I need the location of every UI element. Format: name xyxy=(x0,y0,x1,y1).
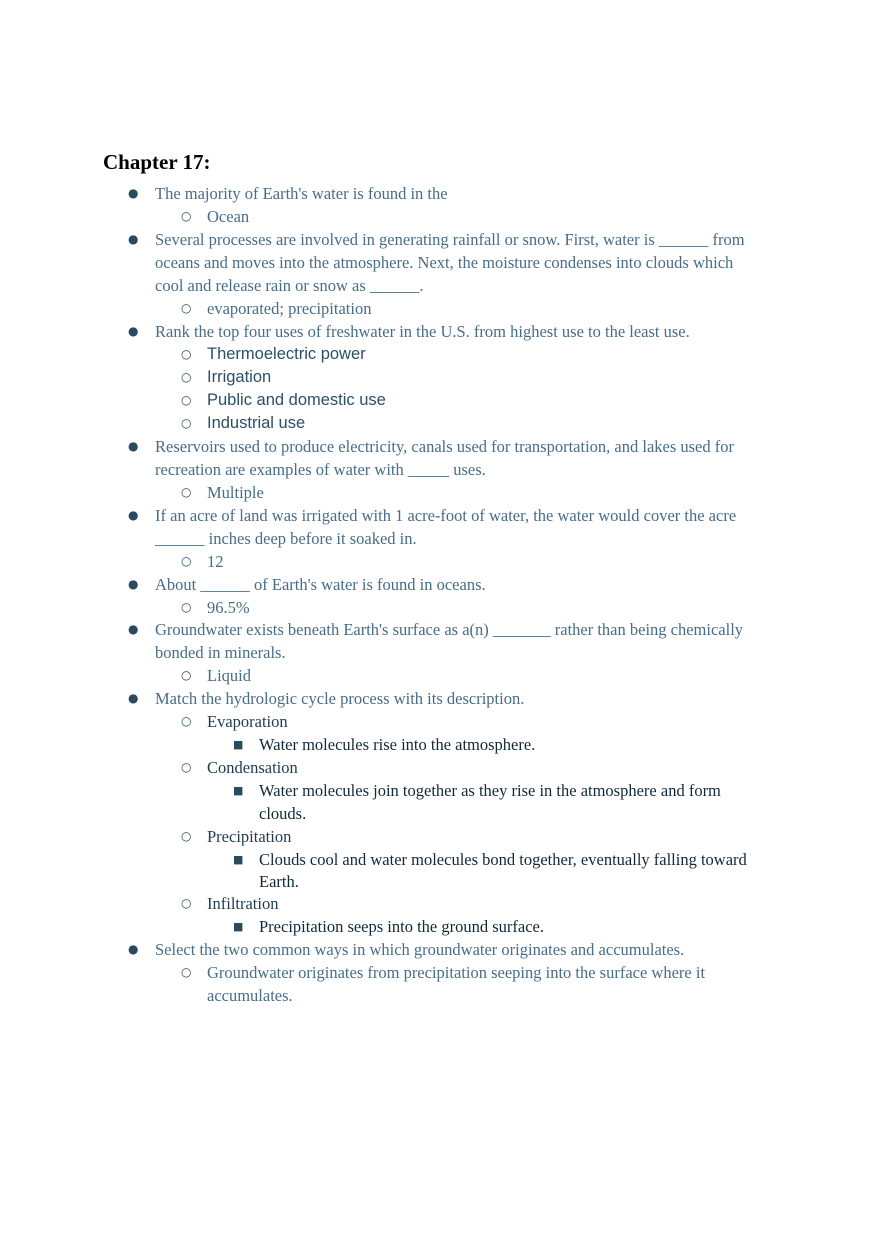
question-text: About ______ of Earth's water is found in oceans. xyxy=(155,575,486,594)
question-text: Match the hydrologic cycle process with its description. xyxy=(155,689,525,708)
bullet-icon: ● xyxy=(128,232,139,246)
circle-bullet-icon: ○ xyxy=(181,668,192,682)
circle-bullet-icon: ○ xyxy=(181,829,192,843)
answer-text: 96.5% xyxy=(207,598,250,617)
bullet-icon: ● xyxy=(128,622,139,636)
process-description: Earth. xyxy=(259,872,299,891)
circle-bullet-icon: ○ xyxy=(181,965,192,979)
circle-bullet-icon: ○ xyxy=(181,714,192,728)
answer-text: evaporated; precipitation xyxy=(207,299,372,318)
process-name: Evaporation xyxy=(207,712,288,731)
process-description: Water molecules rise into the atmosphere. xyxy=(259,735,536,754)
question-text: cool and release rain or snow as ______. xyxy=(155,276,424,295)
question-text: Groundwater exists beneath Earth's surface as a(n) _______ rather than being chemically xyxy=(155,620,744,639)
answer-text: Industrial use xyxy=(207,414,306,432)
answer-text: Thermoelectric power xyxy=(207,345,366,363)
circle-bullet-icon: ○ xyxy=(181,209,192,223)
process-description: Precipitation seeps into the ground surface. xyxy=(259,917,545,936)
page-title: Chapter 17: xyxy=(103,150,211,174)
bullet-icon: ● xyxy=(128,691,139,705)
process-name: Condensation xyxy=(207,758,298,777)
question-text: oceans and moves into the atmosphere. Next, the moisture condenses into clouds which xyxy=(155,253,734,272)
answer-text: Ocean xyxy=(207,207,250,226)
question-text: bonded in minerals. xyxy=(155,643,286,662)
question-text: Rank the top four uses of freshwater in the U.S. from highest use to the least use. xyxy=(155,322,690,341)
process-description: Clouds cool and water molecules bond together, eventually falling toward xyxy=(259,850,747,869)
circle-bullet-icon: ○ xyxy=(181,416,192,430)
circle-bullet-icon: ○ xyxy=(181,554,192,568)
answer-text: 12 xyxy=(207,552,224,571)
answer-text: Irrigation xyxy=(207,368,272,386)
circle-bullet-icon: ○ xyxy=(181,370,192,384)
process-name: Infiltration xyxy=(207,894,279,913)
circle-bullet-icon: ○ xyxy=(181,600,192,614)
process-name: Precipitation xyxy=(207,827,292,846)
answer-text: Groundwater originates from precipitation seeping into the surface where it xyxy=(207,963,706,982)
question-text: Several processes are involved in generating rainfall or snow. First, water is ______ from xyxy=(155,230,745,249)
bullet-icon: ● xyxy=(128,577,139,591)
bullet-icon: ● xyxy=(128,186,139,200)
answer-text: accumulates. xyxy=(207,986,293,1005)
question-text: Select the two common ways in which groundwater originates and accumulates. xyxy=(155,940,685,959)
question-text: Reservoirs used to produce electricity, canals used for transportation, and lakes used for xyxy=(155,437,734,456)
circle-bullet-icon: ○ xyxy=(181,301,192,315)
process-description: Water molecules join together as they rise in the atmosphere and form xyxy=(259,781,721,800)
square-bullet-icon: ■ xyxy=(233,853,244,866)
circle-bullet-icon: ○ xyxy=(181,393,192,407)
square-bullet-icon: ■ xyxy=(233,784,244,797)
square-bullet-icon: ■ xyxy=(233,920,244,933)
question-text: If an acre of land was irrigated with 1 acre-foot of water, the water would cover the acre xyxy=(155,506,737,525)
circle-bullet-icon: ○ xyxy=(181,760,192,774)
question-text: The majority of Earth's water is found in the xyxy=(155,184,448,203)
question-text: recreation are examples of water with _____ uses. xyxy=(155,460,486,479)
bullet-icon: ● xyxy=(128,508,139,522)
process-description: clouds. xyxy=(259,804,307,823)
question-text: ______ inches deep before it soaked in. xyxy=(155,529,417,548)
answer-text: Public and domestic use xyxy=(207,391,386,409)
answer-text: Multiple xyxy=(207,483,264,502)
square-bullet-icon: ■ xyxy=(233,738,244,751)
circle-bullet-icon: ○ xyxy=(181,347,192,361)
circle-bullet-icon: ○ xyxy=(181,896,192,910)
circle-bullet-icon: ○ xyxy=(181,485,192,499)
bullet-icon: ● xyxy=(128,324,139,338)
bullet-icon: ● xyxy=(128,439,139,453)
bullet-icon: ● xyxy=(128,942,139,956)
answer-text: Liquid xyxy=(207,666,251,685)
